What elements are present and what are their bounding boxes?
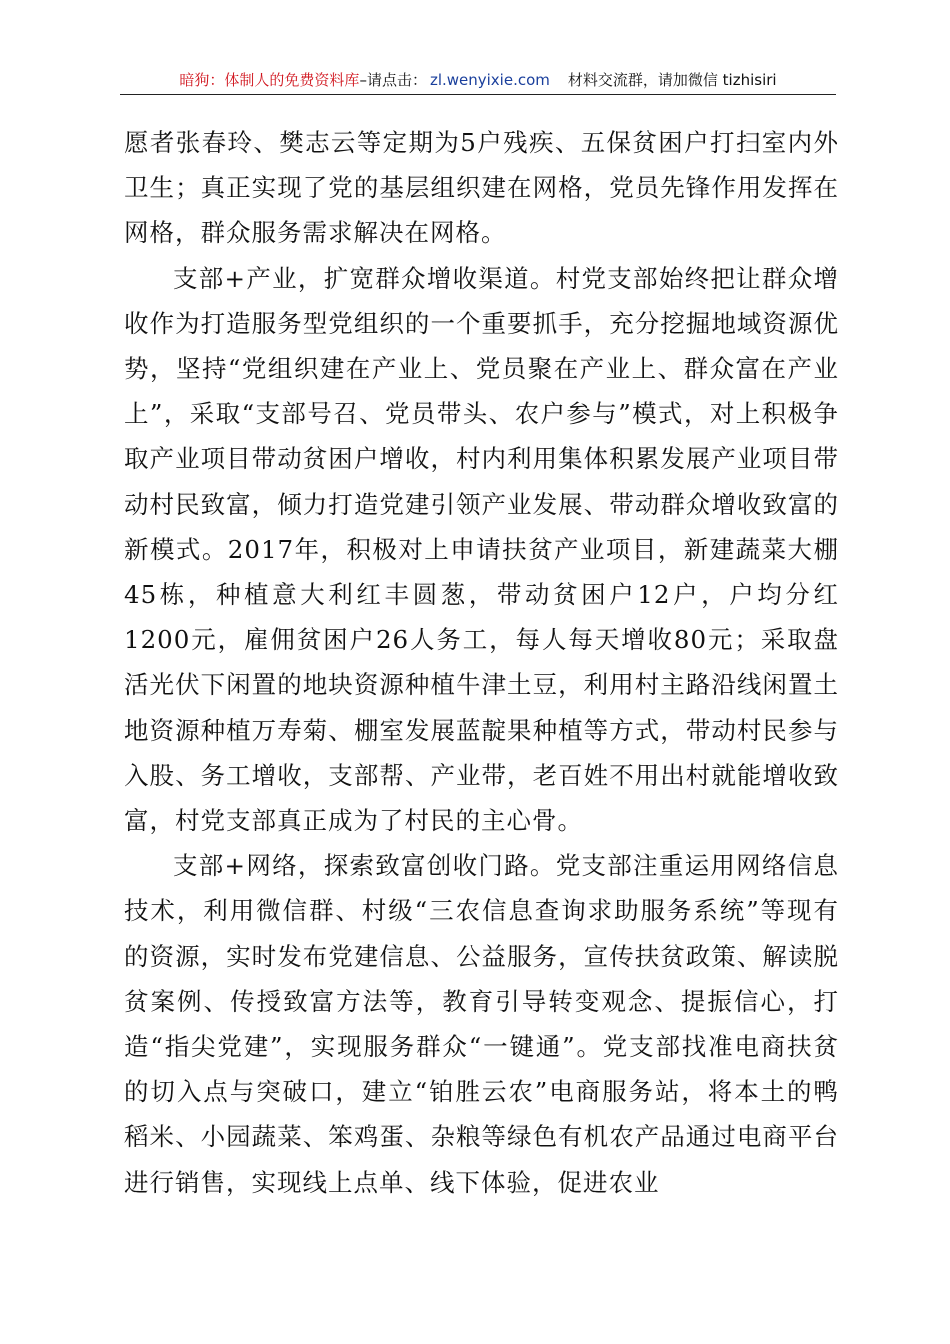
paragraph-continued: 愿者张春玲、樊志云等定期为5户残疾、五保贫困户打扫室内外卫生；真正实现了党的基层组织建在网格，党员先锋作用发挥在网格，群众服务需求解决在网格。 — [124, 128, 839, 248]
header-group-info: 材料交流群，请加微信 tizhisiri — [567, 71, 777, 89]
header-url-link[interactable]: zl.wenyixie.com — [429, 71, 550, 89]
paragraph-network: 支部+网络，探索致富创收门路。党支部注重运用网络信息技术，利用微信群、村级“三农信息查询求助服务系统”等现有的资源，实时发布党建信息、公益服务，宣传扶贫政策、解读脱贫案例、传授致富方法等，教育引导转变观念、提振信心，打造“指尖党建”，实现服务群众“一键通”。党支部找准电商扶贫的切入点与突破口，建立“铂胜云农”电商服务站，将本土的鸭稻米、小园蔬菜、笨鸡蛋、杂粮等绿色有机农产品通过电商平台进行销售，实现线上点单、线下体验，促进农业 — [124, 851, 839, 1197]
header-brand: 暗狗：体制人的免费资料库 — [179, 71, 360, 89]
paragraph-industry: 支部+产业，扩宽群众增收渠道。村党支部始终把让群众增收作为打造服务型党组织的一个重要抓手，充分挖掘地域资源优势，坚持“党组织建在产业上、党员聚在产业上、群众富在产业上”，采取“支部号召、党员带头、农户参与”模式，对上积极争取产业项目带动贫困户增收，村内利用集体积累发展产业项目带动村民致富，倾力打造党建引领产业发展、带动群众增收致富的新模式。2017年，积极对上申请扶贫产业项目，新建蔬菜大棚45栋，种植意大利红丰圆葱，带动贫困户12户，户均分红1200元，雇佣贫困户26人务工，每人每天增收80元；采取盘活光伏下闲置的地块资源种植牛津土豆，利用村主路沿线闲置土地资源种植万寿菊、棚室发展蓝靛果种植等方式，带动村民参与入股、务工增收，支部帮、产业带，老百姓不用出村就能增收致富，村党支部真正成为了村民的主心骨。 — [124, 263, 839, 836]
page-header — [120, 66, 836, 95]
header-prompt: –请点击： — [359, 71, 427, 89]
document-body — [124, 120, 839, 1205]
